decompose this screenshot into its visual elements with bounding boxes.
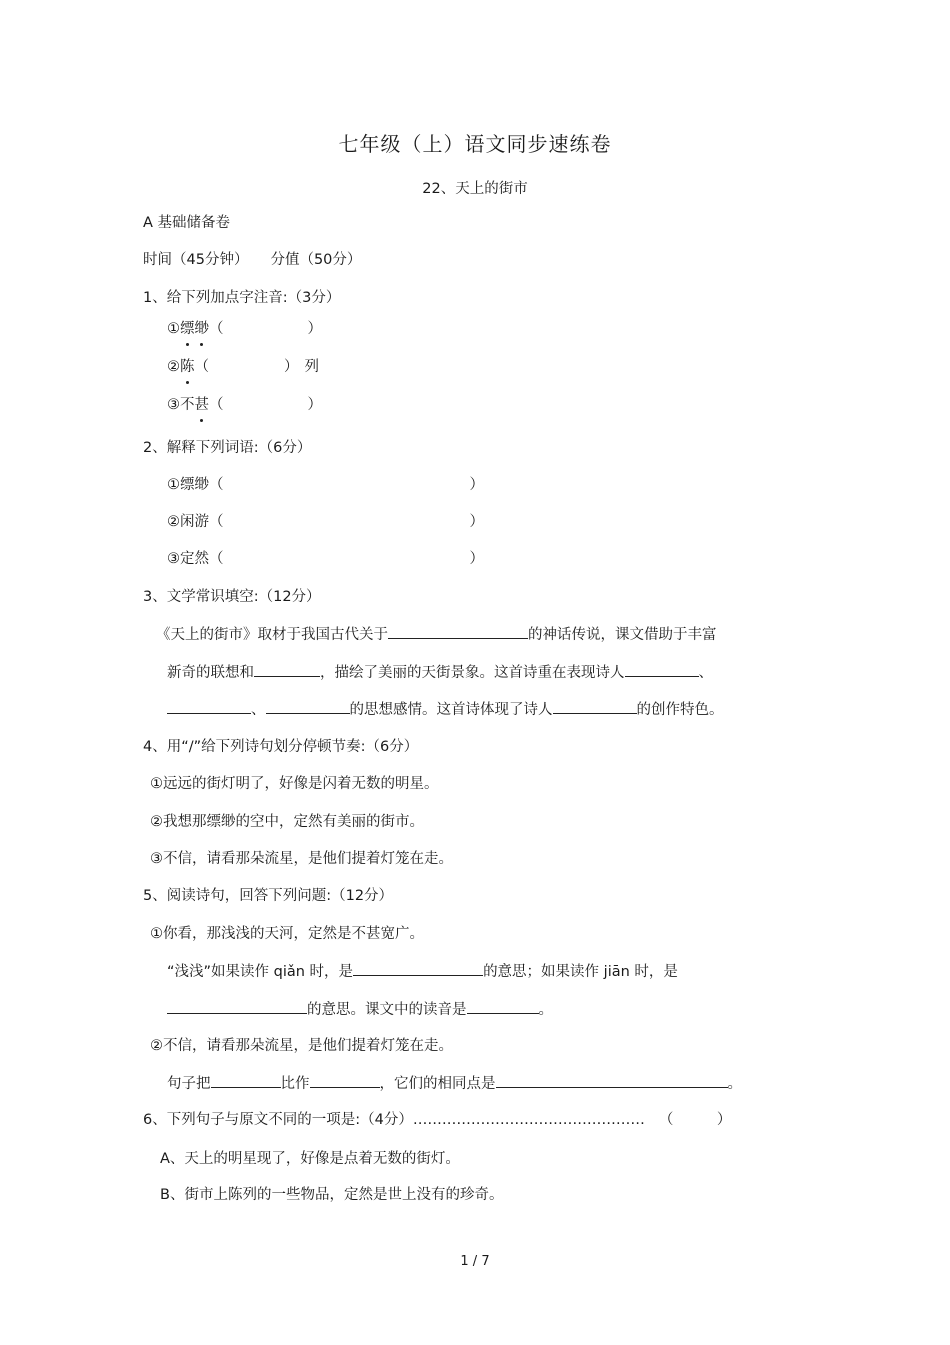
dotted-char: 缥 [180, 321, 195, 337]
answer-paren[interactable]: （ ） [658, 1112, 732, 1128]
question-1-stem: 1、给下列加点字注音:（3分） [143, 290, 341, 306]
question-2-stem: 2、解释下列词语:（6分） [143, 440, 312, 456]
q5-line-1: “浅浅”如果读作 qiǎn 时，是 的意思；如果读作 jiān 时，是 [167, 961, 678, 982]
q1-item-2: ②陈（ ） 列 [167, 359, 319, 375]
q4-line: ②我想那缥缈的空中，定然有美丽的街市。 [150, 814, 424, 830]
question-6-stem: 6、下列句子与原文不同的一项是:（4分）………………………………………… （ ） [143, 1112, 732, 1128]
q5-sentence-1: ①你看，那浅浅的天河，定然是不甚宽广。 [150, 926, 424, 942]
answer-blank[interactable] [467, 999, 539, 1014]
q5-line-2: 的意思。课文中的读音是 。 [167, 999, 553, 1020]
answer-blank[interactable] [211, 1073, 281, 1088]
q2-item-3: ③定然（ ） [167, 551, 484, 567]
q4-line: ③不信，请看那朵流星，是他们提着灯笼在走。 [150, 851, 453, 867]
q4-line: ①远远的街灯明了，好像是闪着无数的明星。 [150, 776, 439, 792]
q2-item-1: ①缥缈（ ） [167, 477, 484, 493]
answer-blank[interactable] [553, 699, 637, 714]
q5-line-3: 句子把 比作 ，它们的相同点是 。 [167, 1073, 742, 1094]
dotted-char: 甚 [194, 397, 209, 413]
q2-item-2: ②闲游（ ） [167, 514, 484, 530]
score-label: 分值（50分） [270, 252, 362, 268]
question-3-stem: 3、文学常识填空:（12分） [143, 589, 321, 605]
answer-blank[interactable] [167, 999, 307, 1014]
answer-blank[interactable] [310, 1073, 380, 1088]
time-label: 时间（45分钟） [143, 252, 249, 268]
dotted-char: 缈 [194, 321, 209, 337]
q1-item-3: ③不甚（ ） [167, 397, 322, 413]
question-5-stem: 5、阅读诗句，回答下列问题:（12分） [143, 888, 394, 904]
page-title: 七年级（上）语文同步速练卷 [338, 132, 612, 156]
q5-sentence-2: ②不信，请看那朵流星，是他们提着灯笼在走。 [150, 1038, 453, 1054]
answer-blank[interactable] [266, 699, 350, 714]
q3-line-1: 《天上的街市》取材于我国古代关于 的神话传说，课文借助于丰富 [156, 624, 717, 645]
q3-line-2: 新奇的联想和 ，描绘了美丽的天街景象。这首诗重在表现诗人 、 [167, 662, 713, 683]
answer-blank[interactable] [254, 662, 320, 677]
answer-blank[interactable] [496, 1073, 728, 1088]
answer-blank[interactable] [353, 961, 483, 976]
answer-blank[interactable] [388, 624, 528, 639]
answer-blank[interactable] [167, 699, 251, 714]
q1-item-1: ①缥缈（ ） [167, 321, 322, 337]
dotted-char: 陈 [180, 359, 195, 375]
q6-option-b: B、街市上陈列的一些物品，定然是世上没有的珍奇。 [160, 1187, 504, 1203]
q6-option-a: A、天上的明星现了，好像是点着无数的街灯。 [160, 1151, 460, 1167]
section-label: A 基础储备卷 [143, 215, 231, 231]
answer-blank[interactable] [625, 662, 699, 677]
lesson-title: 22、天上的街市 [422, 181, 528, 197]
exam-meta [143, 250, 361, 270]
question-4-stem: 4、用“/”给下列诗句划分停顿节奏:（6分） [143, 739, 419, 755]
page-number: 1 / 7 [460, 1254, 490, 1269]
q3-line-3: 、 的思想感情。这首诗体现了诗人 的创作特色。 [167, 699, 724, 720]
